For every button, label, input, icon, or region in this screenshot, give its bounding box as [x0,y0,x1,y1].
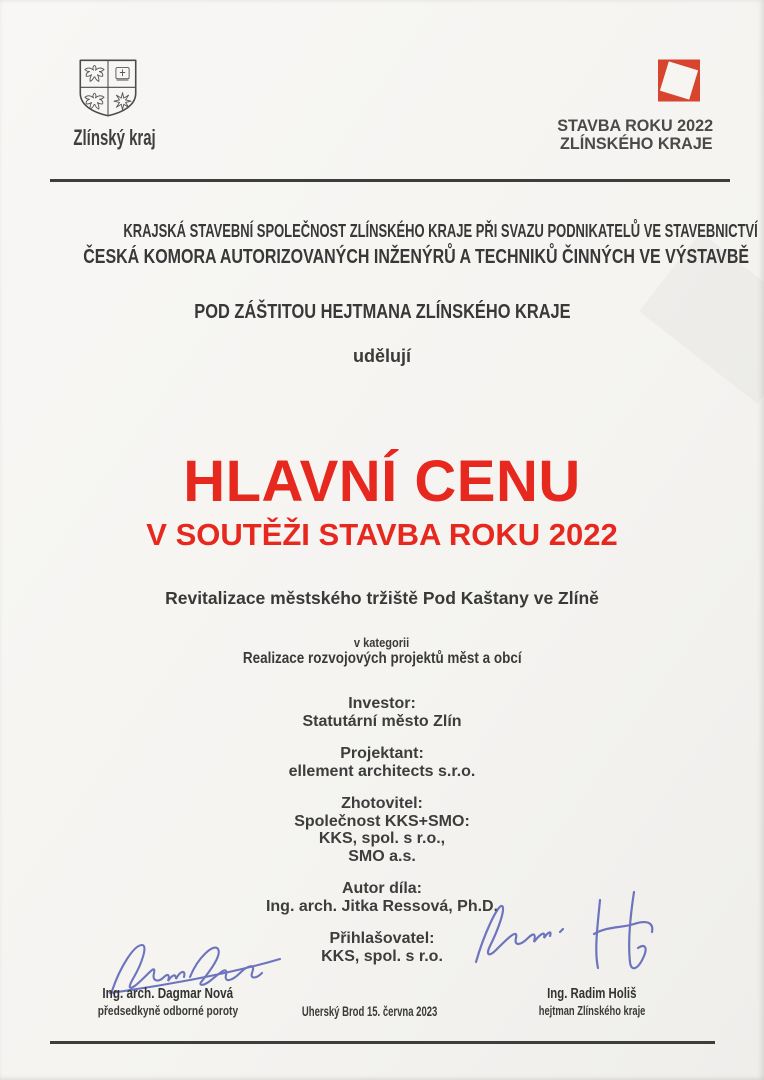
stavba-roku-logo [549,58,713,152]
credit-value: KKS, spol. s r.o., [318,830,446,847]
place-and-date: Uherský Brod 15. června 2023 [302,1003,438,1019]
top-divider-rule [50,179,730,182]
credit-investor [0,695,764,730]
credit-value: Statutární město Zlín [302,712,462,730]
bottom-divider-rule [50,1041,715,1044]
credit-label: Projektant: [340,745,424,762]
signatory-left-name: Ing. arch. Dagmar Nová [102,985,234,1002]
credit-value: SMO a.s. [348,847,416,865]
credit-label: Investor: [348,695,416,712]
credit-value: Společnost KKS+SMO: [294,812,470,830]
credit-label: Zhotovitel: [341,795,423,812]
zlinsky-kraj-logo [54,56,162,151]
signatory-right-name: Ing. Radim Holiš [547,985,637,1002]
organizer-line1: KRAJSKÁ STAVEBNÍ SPOLEČNOST ZLÍNSKÉHO KRAJE PŘI SVAZU PODNIKATELŮ VE STAVEBNICTVÍ [123,221,758,241]
project-name: Revitalizace městského tržiště Pod Kaštany ve Zlíně [165,588,599,608]
credit-label: Přihlašovatel: [329,930,435,947]
confer-verb: udělují [353,346,411,366]
handwritten-signature-icon [458,882,693,982]
zlinsky-kraj-coat-of-arms-icon [75,56,141,120]
competition-name-line2: ZLÍNSKÉHO KRAJE [560,134,713,153]
signatory-right-role: hejtman Zlínského kraje [538,1003,646,1018]
signatory-right [487,986,697,1017]
award-title: HLAVNÍ CENU [183,449,581,514]
organizer-line2: ČESKÁ KOMORA AUTORIZOVANÝCH INŽENÝRŮ A TECHNIKŮ ČINNÝCH VE VÝSTAVBĚ [83,246,750,268]
category-name: Realizace rozvojových projektů měst a obcí [242,650,522,667]
credit-projektant [0,745,764,780]
signatory-left-role: předsedkyně odborné poroty [97,1003,239,1018]
credit-value: ellement architects s.r.o. [288,762,476,780]
credit-zhotovitel [0,795,764,865]
credit-value: Ing. arch. Jitka Ressová, Ph.D. [265,897,499,915]
credit-label: Autor díla: [342,880,422,897]
patronage-line: POD ZÁŠTITOU HEJTMANA ZLÍNSKÉHO KRAJE [193,301,571,323]
credit-value: KKS, spol. s r.o. [321,947,443,965]
signatory-left [63,986,273,1017]
category-label: v kategorii [354,635,410,650]
stavba-roku-square-logo-icon [658,58,700,103]
award-subtitle: V SOUTĚŽI STAVBA ROKU 2022 [146,517,618,552]
region-name: Zlínský kraj [73,125,156,150]
competition-name-line1: STAVBA ROKU 2022 [557,116,713,135]
